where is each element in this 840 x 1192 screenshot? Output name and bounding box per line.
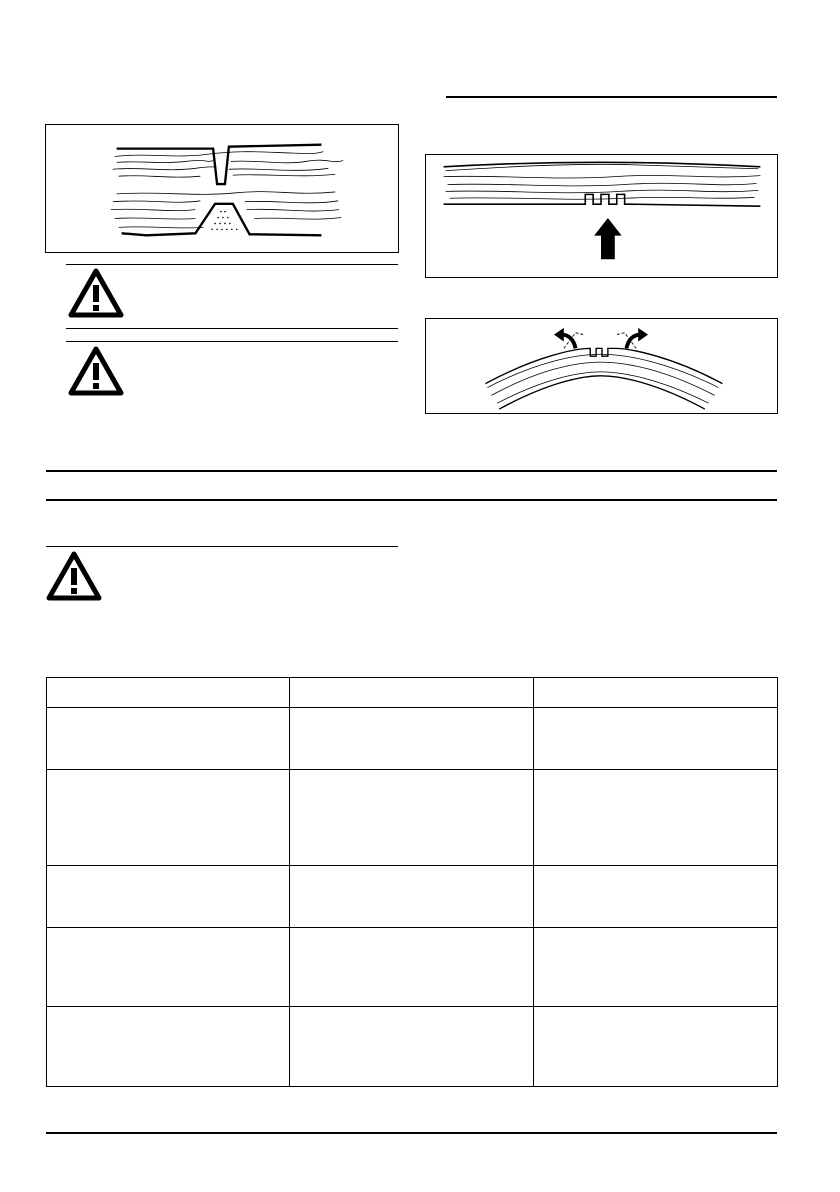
warning-triangle-icon [46,551,102,601]
table-header-row [47,678,778,708]
table-header-cell [290,678,534,708]
figure-bottom-right [425,318,778,414]
warning-2-top-rule [66,341,398,342]
table-cell [534,866,778,928]
table-cell [290,928,534,1007]
figure-top-right [425,154,778,278]
table-row [47,928,778,1007]
table-cell [290,708,534,770]
warning-triangle-icon [68,268,124,318]
footer-rule [46,1132,777,1134]
table-row [47,866,778,928]
table-cell [534,708,778,770]
fault-table [46,677,778,1087]
table-cell [290,1007,534,1087]
section-rule-2 [46,499,777,501]
wood-bending-log-diagram-icon [426,319,777,413]
figure-top-left [45,124,399,253]
table-cell [534,770,778,866]
table-header-cell [47,678,290,708]
warning-1-top-rule [66,264,398,265]
table-cell [290,770,534,866]
warning-3-top-rule [46,546,398,547]
wood-cut-from-below-diagram-icon [426,155,777,277]
table-cell [47,866,290,928]
table-row [47,1007,778,1087]
table-cell [290,866,534,928]
warning-1-bottom-rule [66,328,398,329]
warning-triangle-icon [68,346,124,396]
table-cell [47,708,290,770]
chain-cut-wood-diagram-icon [46,125,398,252]
table-row [47,770,778,866]
table-cell [47,770,290,866]
section-rule-1 [46,470,777,472]
table-row [47,708,778,770]
table-cell [47,1007,290,1087]
table-cell [47,928,290,1007]
table-cell [534,1007,778,1087]
table-header-cell [534,678,778,708]
top-right-rule [446,96,777,98]
table-cell [534,928,778,1007]
